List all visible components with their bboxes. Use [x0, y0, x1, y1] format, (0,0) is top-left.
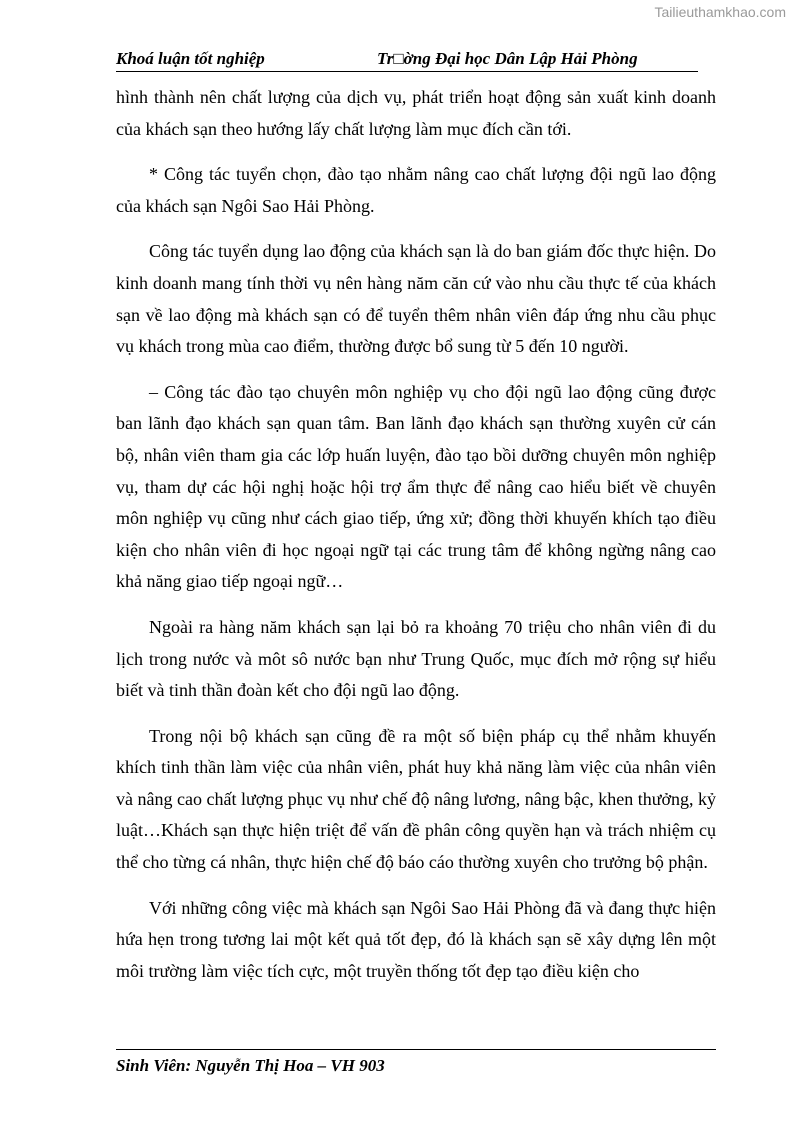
page-footer: Sinh Viên: Nguyễn Thị Hoa – VH 903 [116, 1056, 385, 1075]
paragraph: * Công tác tuyển chọn, đào tạo nhằm nâng cao chất lượng đội ngũ lao động của khách sạn Ngôi Sao Hải Phòng. [116, 164, 716, 216]
paragraph: hình thành nên chất lượng của dịch vụ, phát triển hoạt động sản xuất kinh doanh của khách sạn theo hướng lấy chất lượng làm mục đích cần tới. [116, 87, 716, 139]
header-right-title: Tr□ờng Đại học Dân Lập Hải Phòng [377, 49, 638, 68]
page-header [116, 47, 698, 72]
paragraph: Công tác tuyển dụng lao động của khách sạn là do ban giám đốc thực hiện. Do kinh doanh mang tính thời vụ nên hàng năm căn cứ vào nhu cầu thực tế của khách sạn về lao động mà khách sạn có để tuyển thêm nhân viên đáp ứng nhu cầu phục vụ khách trong mùa cao điểm, thường được bổ sung từ 5 đến 10 người. [116, 241, 716, 357]
header-left-title: Khoá luận tốt nghiệp [116, 49, 265, 68]
watermark-text: Tailieuthamkhao.com [654, 4, 786, 20]
paragraph: Ngoài ra hàng năm khách sạn lại bỏ ra khoảng 70 triệu cho nhân viên đi du lịch trong nước và môt sô nước bạn như Trung Quốc, mục đích mở rộng sự hiểu biết và tinh thần đoàn kết cho đội ngũ lao động. [116, 616, 716, 701]
paragraph: Với những công việc mà khách sạn Ngôi Sao Hải Phòng đã và đang thực hiện hứa hẹn trong tương lai một kết quả tốt đẹp, đó là khách sạn sẽ xây dựng lên một môi trường làm việc tích cực, một truyền thống tốt đẹp tạo điều kiện cho [116, 897, 716, 981]
paragraph: – Công tác đào tạo chuyên môn nghiệp vụ cho đội ngũ lao động cũng được ban lãnh đạo khách sạn quan tâm. Ban lãnh đạo khách sạn thường xuyên cử cán bộ, nhân viên tham gia các lớp huấn luyện, đào tạo bồi dưỡng chuyên môn nghiệp vụ, tham dự các hội nghị hoặc hội trợ ẩm thực để nâng cao hiểu biết về chuyên môn nghiệp vụ cũng như cách giao tiếp, ứng xử; đồng thời khuyến khích tạo điều kiện cho nhân viên đi học ngoại ngữ tại các trung tâm để không ngừng nâng cao khả năng giao tiếp ngoại ngữ… [116, 381, 716, 592]
paragraph: Trong nội bộ khách sạn cũng đề ra một số biện pháp cụ thể nhằm khuyến khích tinh thần làm việc của nhân viên, phát huy khả năng làm việc của nhân viên và nâng cao chất lượng phục vụ như chế độ nâng lương, nâng bậc, khen thưởng, kỷ luật…Khách sạn thực hiện triệt để vấn đề phân công quyền hạn và trách nhiệm cụ thể cho từng cá nhân, thực hiện chế độ báo cáo thường xuyên cho trưởng bộ phận. [116, 725, 716, 873]
document-body [116, 82, 716, 987]
footer-divider [116, 1049, 716, 1050]
